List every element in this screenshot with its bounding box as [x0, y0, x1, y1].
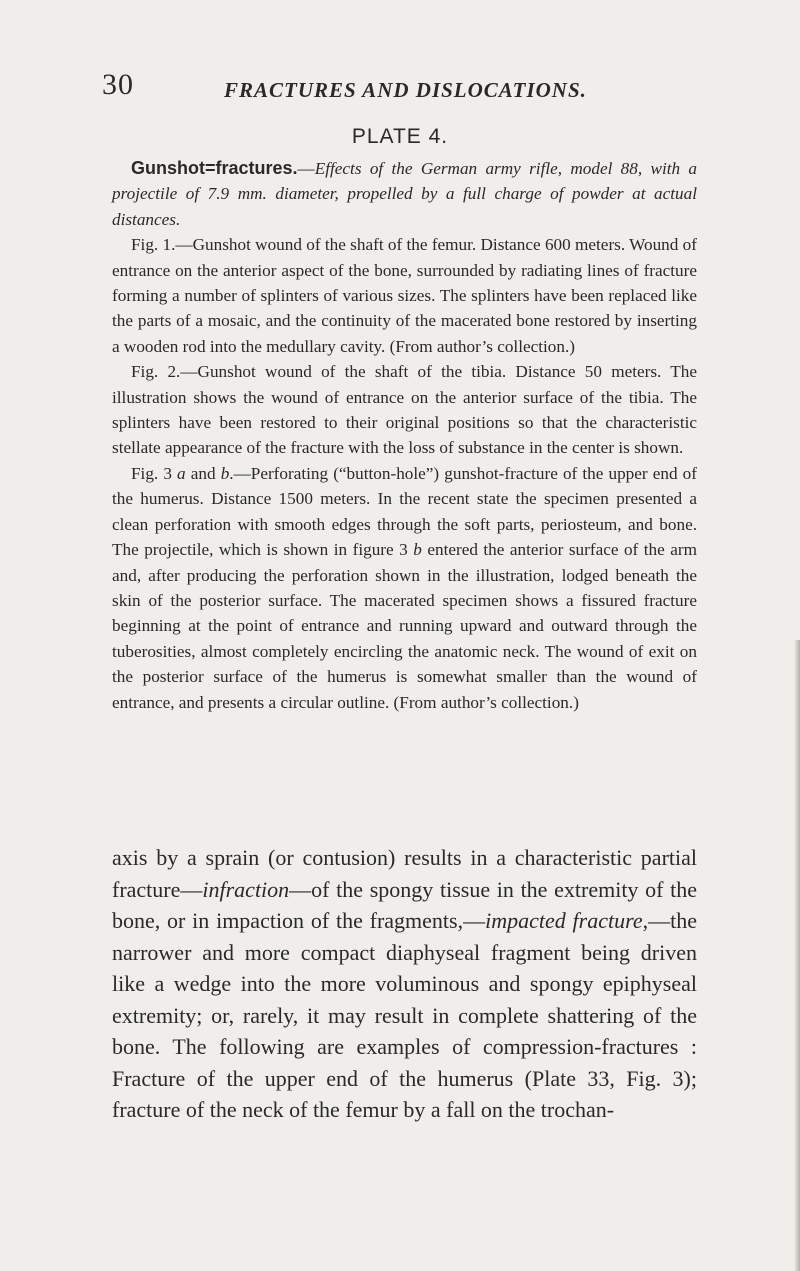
body-part-2: —of the spongy tissue in the extremity of the bone, or in impaction of the fragments,— [112, 876, 697, 933]
body-part-3: ,—the narrower and more compact diaphyseal fragment being driven like a wedge into the more voluminous and spongy epiphyseal extremity; or, rarely, it may result in complete shattering of the bone. The following are examples of compression-fractures : Fracture of the upper end of the humerus (Plate 33, Fig. 3); fracture of the neck of the femur by a fall on the trochan- [112, 908, 697, 1122]
caption-lead-dash: — [297, 159, 315, 178]
fig3-text-1: .—Perforating (“button-hole”) gunshot-fracture of the upper end of the humerus. Distance 1500 meters. In the recent state the specimen presented a clean perforation with smooth edges through the soft parts, periosteum, and bone. The projectile, which is shown in figure 3 [112, 463, 697, 560]
plate-title: PLATE 4. [351, 125, 449, 148]
fig3-and: and [185, 463, 221, 483]
fig3-prefix: Fig. 3 [131, 463, 178, 483]
fig3-b-ref: b [413, 540, 422, 560]
caption-intro [112, 156, 697, 232]
plate-caption [112, 156, 697, 715]
term-impacted-fracture: impacted fracture [485, 908, 643, 933]
running-title: FRACTURES AND DISLOCATIONS. [224, 78, 587, 102]
body-part-1: axis by a sprain (or contusion) results in a characteristic partial fracture— [112, 845, 697, 902]
figure-2-description: Fig. 2.—Gunshot wound of the shaft of the tibia. Distance 50 meters. The illustration shows the wound of entrance on the anterior surface of the tibia. The splinters have been restored to their original positions so that the characteristic stellate appearance of the fracture with the loss of substance in the center is shown. [112, 362, 697, 458]
body-text [112, 842, 697, 1126]
page-number: 30 [102, 68, 134, 101]
running-head [102, 68, 702, 108]
caption-lead: Gunshot=fractures. [131, 158, 298, 178]
term-infraction: infraction [202, 876, 290, 902]
figure-3-description [112, 461, 697, 715]
fig3-b: b [220, 463, 230, 483]
caption-subtitle: Effects of the German army rifle, model 88, with a projectile of 7.9 mm. diameter, propelled by a full charge of powder at actual distances. [112, 159, 697, 229]
body-paragraph [112, 842, 697, 1126]
fig3-text-2: entered the anterior surface of the arm and, after producing the perforation shown in the illustration, lodged beneath the skin of the posterior surface. The macerated specimen shows a fissured fracture beginning at the point of entrance and running upward and outward through the tuberosities, almost completely encircling the anatomic neck. The wound of exit on the posterior surface of the humerus is somewhat smaller than the wound of entrance, and presents a circular outline. (From author’s collection.) [112, 540, 697, 712]
fig3-a: a [177, 463, 186, 483]
page-edge-shadow [794, 640, 800, 1271]
figure-1-description: Fig. 1.—Gunshot wound of the shaft of the femur. Distance 600 meters. Wound of entrance on the anterior aspect of the bone, surrounded by radiating lines of fracture forming a number of splinters of various sizes. The splinters have been replaced like the parts of a mosaic, and the continuity of the macerated bone restored by inserting a wooden rod into the medullary cavity. (From author’s collection.) [112, 235, 697, 356]
